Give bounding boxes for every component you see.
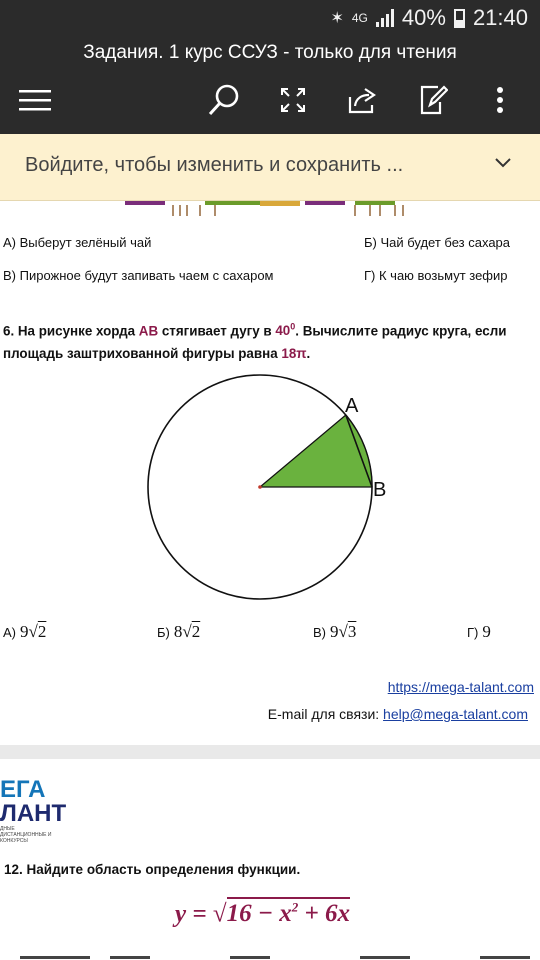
- mute-icon: ✶: [330, 10, 344, 27]
- document-title: Задания. 1 курс ССУЗ - только для чтения: [83, 42, 457, 63]
- center-point: [258, 485, 262, 489]
- q6-angle: $40^0$: [275, 322, 296, 339]
- email-label: E-mail для связи:: [267, 706, 384, 722]
- app-bar: [0, 36, 540, 134]
- q6-end: .: [306, 346, 311, 362]
- q6-answer-a: А) 9√2: [3, 622, 47, 641]
- q6-text-middle: стягивает дугу в: [158, 323, 276, 339]
- question-12: 12. Найдите область определения функции.: [4, 862, 301, 877]
- logo-tagline: ДНЫЕ ДИСТАНЦИОННЫЕ И КОНКУРСЫ: [0, 826, 52, 844]
- q6-answer-b: Б) 8√2: [157, 622, 201, 641]
- clipped-text-row: [0, 952, 540, 960]
- question-6: [3, 316, 538, 365]
- q6-area: 18π: [281, 346, 307, 362]
- network-type: 4G: [351, 11, 368, 25]
- site-link-row: [388, 679, 534, 695]
- signin-text: Войдите, чтобы изменить и сохранить ...: [25, 154, 404, 176]
- q5-option-c: В) Пирожное будут запивать чаем с сахаром: [3, 268, 274, 283]
- menu-icon[interactable]: [15, 84, 55, 116]
- point-b-label: B: [373, 479, 387, 501]
- signin-banner[interactable]: [0, 134, 540, 201]
- mega-talant-logo: [0, 778, 66, 844]
- email-link[interactable]: help@mega-talant.com: [383, 706, 528, 722]
- site-link[interactable]: https://mega-talant.com: [387, 679, 534, 695]
- point-a-label: A: [345, 395, 359, 417]
- illustration-fragment: [125, 201, 415, 219]
- battery-percent: 40%: [401, 5, 446, 30]
- clock: 21:40: [472, 5, 528, 30]
- logo-line-2: ЛАНТ: [0, 800, 67, 827]
- share-icon[interactable]: [342, 84, 382, 116]
- signal-icon: [376, 9, 394, 27]
- email-row: [268, 706, 528, 722]
- function-formula: $y = √16 - x^2 + 6x$: [175, 900, 350, 928]
- chevron-down-icon[interactable]: [494, 156, 512, 174]
- edit-icon[interactable]: [413, 84, 453, 116]
- shaded-sector: [260, 415, 372, 487]
- more-icon[interactable]: [480, 84, 520, 116]
- status-bar: [0, 0, 540, 36]
- q6-text-suffix: . Вычислите радиус круга, если площадь заштрихованной фигуры равна: [3, 323, 507, 362]
- q6-chord: AB: [138, 323, 159, 339]
- q6-answer-d: Г) 9: [467, 622, 491, 641]
- circle-figure: [140, 370, 400, 610]
- fullscreen-icon[interactable]: [273, 84, 313, 116]
- logo-line-1: ЕГА: [0, 776, 46, 803]
- q5-option-a: А) Выберут зелёный чай: [3, 235, 152, 250]
- q5-option-d: Г) К чаю возьмут зефир: [364, 268, 508, 283]
- search-icon[interactable]: [204, 84, 244, 116]
- q6-text-prefix: 6. На рисунке хорда: [3, 323, 139, 339]
- q5-option-b: Б) Чай будет без сахара: [364, 235, 511, 250]
- battery-icon: [454, 9, 465, 28]
- q6-answer-c: В) 9√3: [313, 622, 357, 641]
- page-separator: [0, 745, 540, 759]
